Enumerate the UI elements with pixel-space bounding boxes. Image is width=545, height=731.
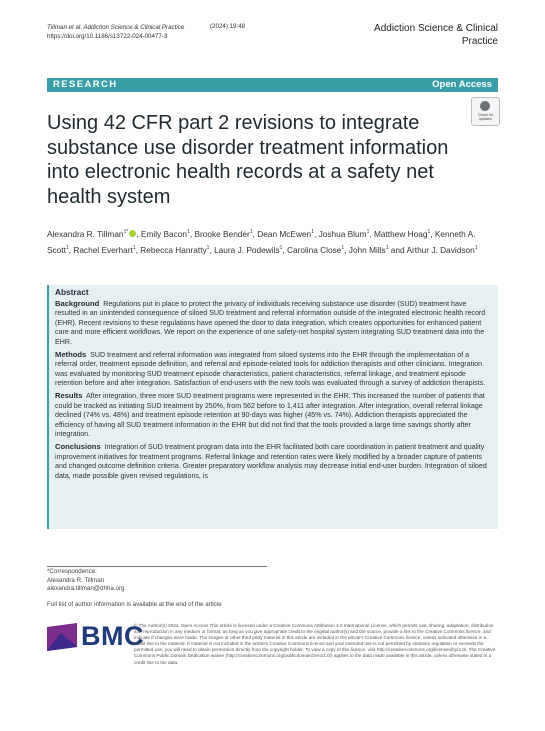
abstract-heading: Abstract bbox=[55, 287, 89, 297]
header-year-volume: (2024) 19:48 bbox=[210, 23, 246, 30]
author-info-note: Full list of author information is available at the end of the article bbox=[47, 601, 222, 608]
author-name: Brooke Bender bbox=[194, 228, 250, 239]
author-affiliation: 1 bbox=[206, 244, 210, 251]
author-name: Rachel Everhart bbox=[73, 244, 133, 255]
correspondence-name: Alexandra R. Tillman bbox=[47, 576, 105, 584]
author-name: Arthur J. Davidson bbox=[406, 244, 475, 255]
author-name: Laura J. Podewils bbox=[214, 244, 280, 255]
author-name: Emily Bacon bbox=[140, 228, 188, 239]
author-affiliation: 1 bbox=[249, 229, 253, 235]
article-title: Using 42 CFR part 2 revisions to integrate substance use disorder treatment information into electronic health records at a safety net health system bbox=[47, 112, 449, 208]
author-name: John Mills bbox=[348, 244, 386, 255]
check-for-updates-button[interactable] bbox=[471, 97, 500, 126]
author-name: Kenneth A. Scott bbox=[47, 228, 476, 255]
author-affiliation: 1* bbox=[123, 229, 129, 235]
crossmark-icon bbox=[480, 101, 490, 111]
author-affiliation: 1 bbox=[474, 244, 478, 251]
correspondence-block bbox=[47, 568, 124, 594]
author-list: Alexandra R. Tillman$^{1*}$ , Emily Bacon$^1$, Brooke Bender$^1$, Dean McEwen$^1$, Joshua Blum$^1$, Matthew Hoag$^1$, Kenneth A. Scott$^1$, Rachel Everhart$^1$, Rebecca Hanratty$^1$, Laura J. Podewils$^1$, Carolina Close$^1$, John Mills$^1$ and Arthur J. Davidson$^1$ bbox=[47, 228, 478, 255]
author-affiliation: 1 bbox=[187, 229, 190, 235]
journal-name: Addiction Science & Clinical Practice bbox=[374, 23, 498, 47]
author-affiliation: 1 bbox=[385, 244, 389, 251]
author-name: Dean McEwen bbox=[257, 228, 312, 239]
abstract-section-methods: Methods SUD treatment and referral information was integrated from siloed systems into the EHR through the implementation of a referral order, treatment episode definition, and referral and episode-related tools for addiction therapists and other clinicians. Integration was evaluated by monitoring SUD treatment episode characteristics, patient characteristics, referral linkage, and treatment episode retention before and after integration. Satisfaction of end-users with the new tools was evaluated through a survey of addiction therapists. bbox=[55, 349, 486, 388]
abstract-section-results: Results After integration, three more SUD treatment programs were represented in the EHR. This increased the number of patients that could be tracked as initiating SUD treatment by 250%, from 562 before to 1,411 after integration. After integration, overall referral linkage declined (74% vs. 48%) and treatment episode retention at 90-days was higher (45% vs. 74%). Addiction therapists appreciated the efficiency of having all SUD treatment information in the EHR but did not find that the tools provided a large time savings shortly after integration. bbox=[55, 390, 485, 439]
author-affiliation: 1 bbox=[279, 244, 283, 251]
author-name: Joshua Blum bbox=[318, 228, 367, 239]
author-affiliation: 1 bbox=[65, 244, 69, 251]
header-citation: Tillman et al. Addiction Science & Clinical Practice bbox=[47, 24, 185, 31]
correspondence-label: *Correspondence: bbox=[47, 568, 97, 575]
author-affiliation: 1 bbox=[341, 244, 345, 251]
doi-link[interactable]: https://doi.org/10.1186/s13722-024-00477-3 bbox=[47, 33, 168, 40]
author-name: Carolina Close bbox=[286, 244, 342, 255]
article-type-label: RESEARCH bbox=[53, 79, 118, 90]
author-name: Rebecca Hanratty bbox=[140, 244, 207, 255]
author-affiliation: 1 bbox=[427, 229, 431, 235]
orcid-icon[interactable] bbox=[129, 230, 136, 237]
author-affiliation: 1 bbox=[366, 229, 370, 235]
author-name: Alexandra R. Tillman bbox=[47, 228, 124, 239]
footnote-divider bbox=[47, 566, 267, 567]
abstract-box bbox=[47, 285, 498, 529]
article-type-banner bbox=[47, 78, 498, 92]
author-affiliation: 1 bbox=[311, 229, 314, 235]
bmc-logo bbox=[47, 621, 147, 653]
bmc-logo-mark-icon bbox=[47, 623, 77, 651]
author-name: Matthew Hoag bbox=[373, 228, 428, 239]
author-affiliation: 1 bbox=[132, 244, 136, 251]
bmc-logo-text: BMC bbox=[81, 621, 144, 651]
check-for-updates-label: Check for updates bbox=[477, 113, 494, 122]
abstract-section-background: Background Regulations put in place to protect the privacy of individuals receiving substance use disorder (SUD) treatment have resulted in an unintended consequence of siloed SUD treatment and referral information outside of the integrated electronic health record (EHR). Recent revisions to these regulations have opened the door to data integration, which creates opportunities for enhanced patient care and more efficient workflows. We report on the experience of one safety-net hospital system integrating SUD treatment data into the EHR. bbox=[55, 298, 486, 346]
correspondence-email-link[interactable]: alexandra.tillman@dhha.org bbox=[47, 585, 125, 592]
running-header bbox=[47, 23, 184, 41]
abstract-section-conclusions: Conclusions Integration of SUD treatment program data into the EHR facilitated both care coordination in patient treatment and quality improvement initiatives for treatment programs. Referral linkage and retention rates were likely modified by a broader capture of patients and changed outcome definition criteria. Greater preparatory workflow analysis may decrease initial end-user burden. Integration of siloed data, made possible given revised regulations, is bbox=[55, 441, 487, 480]
open-access-label: Open Access bbox=[432, 79, 492, 90]
license-text: © The Author(s) 2024. Open Access This article is licensed under a Creative Commons Attribution 4.0 International License, which permits use, sharing, adaptation, distribution and reproduction in any medium or format, as long as you give appropriate credit to the original author(s) and the source, provide a link to the Creative Commons licence, and indicate if changes were made. The images or other third party material in this article are included in the article's Creative Commons licence, unless indicated otherwise in a credit line to the material. If material is not included in the article's Creative Commons licence and your intended use is not permitted by statutory regulation or exceeds the permitted use, you will need to obtain permission directly from the copyright holder. To view a copy of this licence, visit http://creativecommons.org/licenses/by/4.0/. The Creative Commons Public Domain Dedication waiver (http://creativecommons.org/publicdomain/zero/1.0/) applies to the data made available in this article, unless otherwise stated in a credit line to the data. bbox=[134, 623, 496, 665]
